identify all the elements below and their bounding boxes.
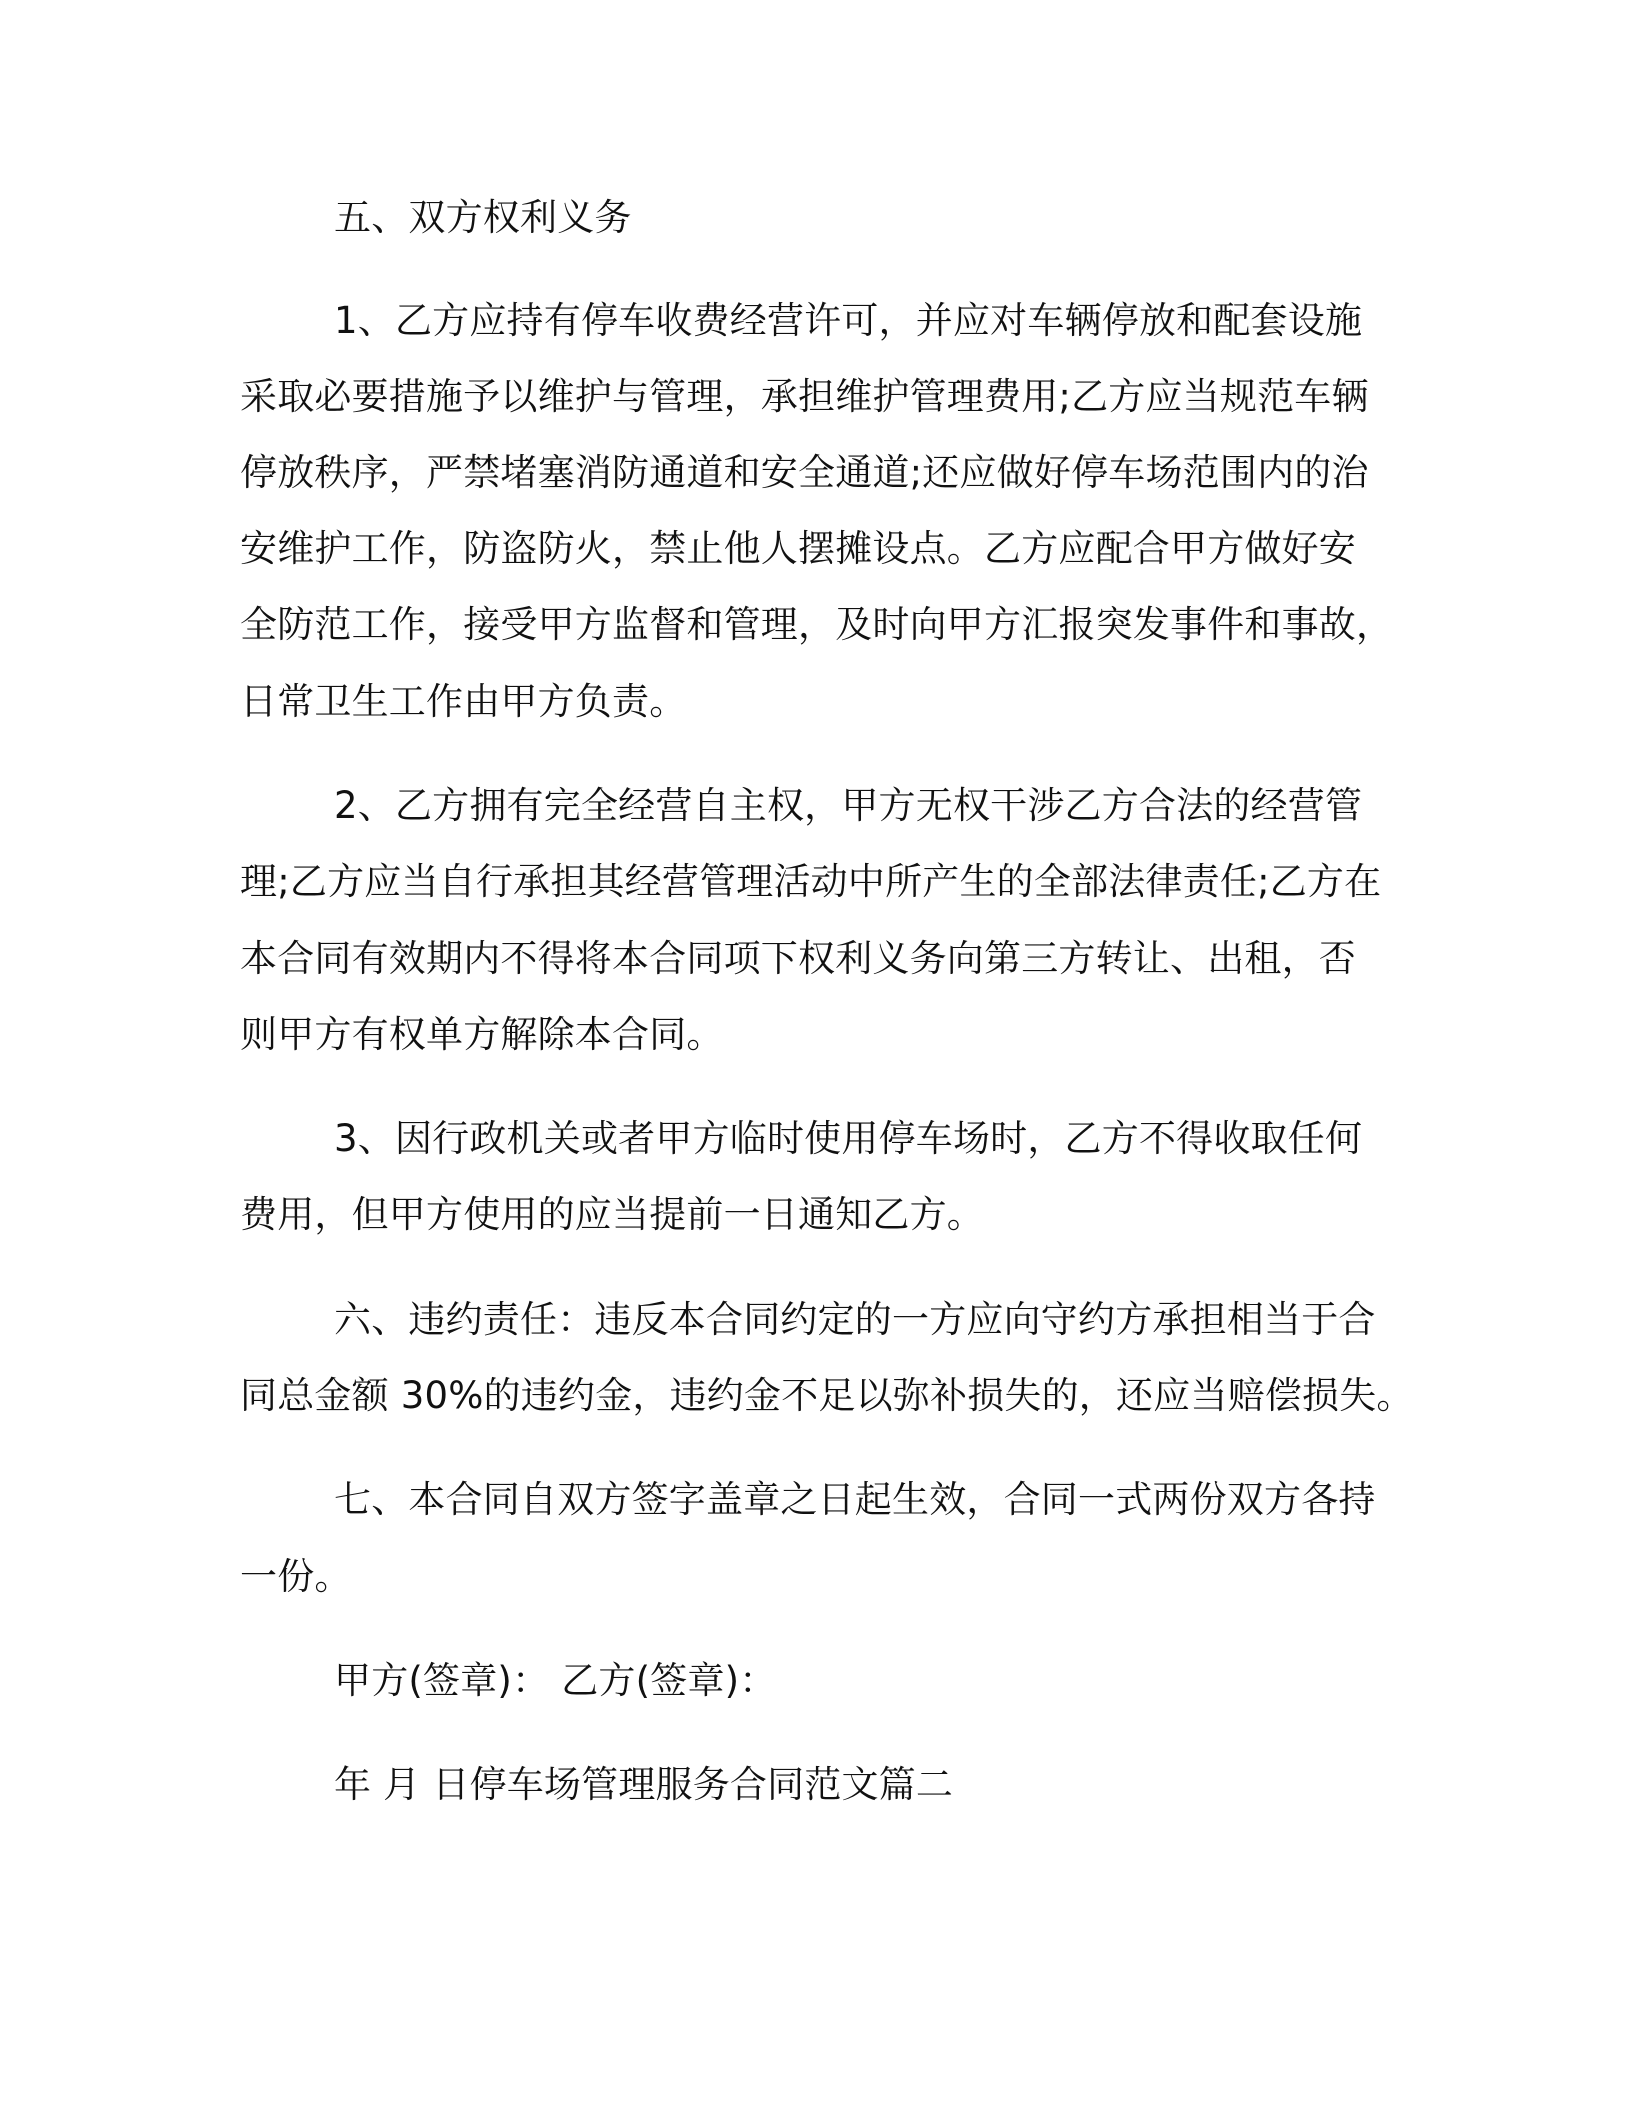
clause1-line-3: 停放秩序，严禁堵塞消防通道和安全通道;还应做好停车场范围内的治: [240, 451, 1369, 494]
clause1-line-2: 采取必要措施予以维护与管理，承担维护管理费用;乙方应当规范车辆: [240, 375, 1369, 418]
clause1-line-1: 1、乙方应持有停车收费经营许可，并应对车辆停放和配套设施: [334, 299, 1363, 342]
section5-heading: 五、双方权利义务: [334, 196, 632, 239]
clause1-line-6: 日常卫生工作由甲方负责。: [240, 680, 687, 723]
section7-line-2: 一份。: [240, 1555, 352, 1598]
clause3-line-1: 3、因行政机关或者甲方临时使用停车场时，乙方不得收取任何: [334, 1117, 1363, 1160]
date-and-next-title: 年 月 日停车场管理服务合同范文篇二: [334, 1763, 954, 1806]
clause1-line-4: 安维护工作，防盗防火，禁止他人摆摊设点。乙方应配合甲方做好安: [240, 527, 1356, 570]
clause1-line-5: 全防范工作，接受甲方监督和管理，及时向甲方汇报突发事件和事故，: [240, 603, 1394, 646]
section6-line-1: 六、违约责任：违反本合同约定的一方应向守约方承担相当于合: [334, 1298, 1376, 1341]
signature-line: 甲方(签章)： 乙方(签章)：: [334, 1659, 777, 1702]
clause2-line-2: 理;乙方应当自行承担其经营管理活动中所产生的全部法律责任;乙方在: [240, 860, 1382, 903]
section7-line-1: 七、本合同自双方签字盖章之日起生效，合同一式两份双方各持: [334, 1478, 1376, 1521]
clause2-line-1: 2、乙方拥有完全经营自主权，甲方无权干涉乙方合法的经营管: [334, 784, 1363, 827]
clause2-line-3: 本合同有效期内不得将本合同项下权利义务向第三方转让、出租，否: [240, 937, 1356, 980]
clause2-line-4: 则甲方有权单方解除本合同。: [240, 1013, 724, 1056]
section6-line-2: 同总金额 30%的违约金，违约金不足以弥补损失的，还应当赔偿损失。: [240, 1374, 1414, 1417]
clause3-line-2: 费用，但甲方使用的应当提前一日通知乙方。: [240, 1193, 984, 1236]
